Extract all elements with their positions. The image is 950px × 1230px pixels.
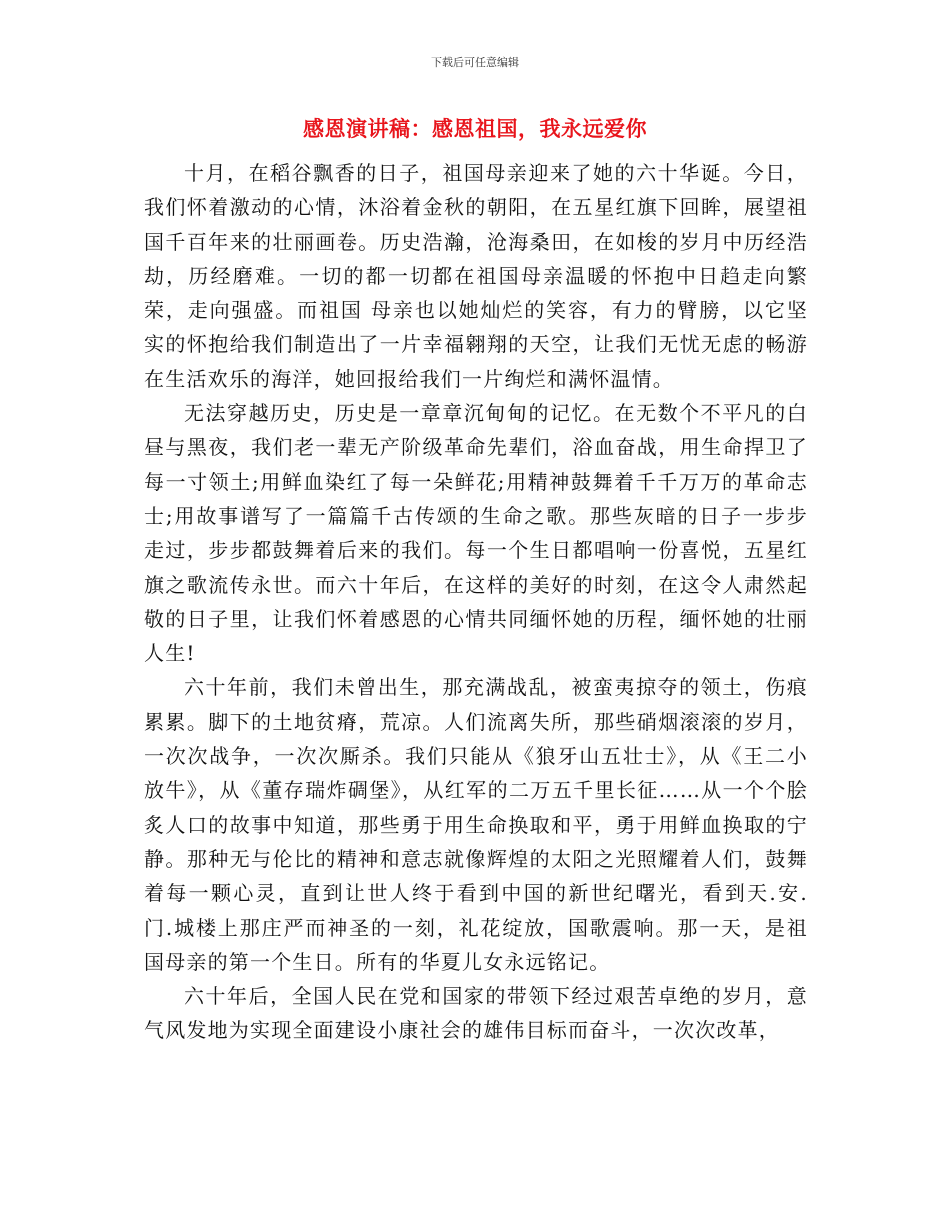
- document-title: 感恩演讲稿：感恩祖国，我永远爱你: [303, 117, 647, 141]
- document-body: [144, 156, 808, 1048]
- paragraph-3: 六十年前，我们未曾出生，那充满战乱，被蛮夷掠夺的领土，伤痕累累。脚下的土地贫瘠，荒凉。人们流离失所，那些硝烟滚滚的岁月，一次次战争，一次次厮杀。我们只能从《狼牙山五壮士》，从《王二小放牛》，从《董存瑞炸碉堡》，从红军的二万五千里长征……从一个个脍炙人口的故事中知道，那些勇于用生命换取和平，勇于用鲜血换取的宁静。那种无与伦比的精神和意志就像辉煌的太阳之光照耀着人们，鼓舞着每一颗心灵，直到让世人终于看到中国的新世纪曙光，看到天.安. 门.城楼上那庄严而神圣的一刻，礼花绽放，国歌震响。那一天，是祖国母亲的第一个生日。所有的华夏儿女永远铭记。: [144, 675, 808, 974]
- paragraph-1: 十月，在稻谷飘香的日子，祖国母亲迎来了她的六十华诞。今日，我们怀着激动的心情，沐浴着金秋的朝阳，在五星红旗下回眸，展望祖国千百年来的壮丽画卷。历史浩瀚，沧海桑田，在如梭的岁月中历经浩劫，历经磨难。一切的都一切都在祖国母亲温暖的怀抱中日趋走向繁荣，走向强盛。而祖国 母亲也以她灿烂的笑容，有力的臂膀，以它坚实的怀抱给我们制造出了一片幸福翱翔的天空，让我们无忧无虑的畅游在生活欢乐的海洋，她回报给我们一片绚烂和满怀温情。: [144, 161, 808, 391]
- page-header-note: 下载后可任意编辑: [431, 56, 519, 69]
- paragraph-2: 无法穿越历史，历史是一章章沉甸甸的记忆。在无数个不平凡的白昼与黑夜，我们老一辈无产阶级革命先辈们，浴血奋战，用生命捍卫了每一寸领土;用鲜血染红了每一朵鲜花;用精神鼓舞着千千万万的革命志士;用故事谱写了一篇篇千古传颂的生命之歌。那些灰暗的日子一步步走过，步步都鼓舞着后来的我们。每一个生日都唱响一份喜悦，五星红旗之歌流传永世。而六十年后，在这样的美好的时刻，在这令人肃然起敬的日子里，让我们怀着感恩的心情共同缅怀她的历程，缅怀她的壮丽人生!: [144, 401, 808, 666]
- paragraph-4: 六十年后，全国人民在党和国家的带领下经过艰苦卓绝的岁月，意气风发地为实现全面建设小康社会的雄伟目标而奋斗，一次次改革，: [144, 984, 808, 1043]
